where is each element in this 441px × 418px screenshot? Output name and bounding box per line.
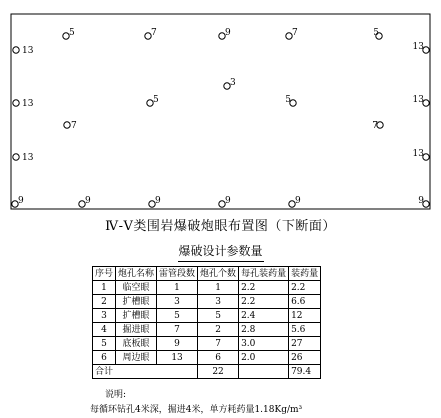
- table-header-row: [93, 267, 321, 281]
- blast-hole: [145, 28, 157, 39]
- blast-hole-delay-label: 9: [85, 196, 91, 206]
- header-hole-count: 炮孔个数: [198, 267, 239, 281]
- cell-charge-per-hole: 2.0: [239, 351, 289, 365]
- blast-hole-delay-label: 13: [22, 46, 34, 56]
- note-label: 说明:: [105, 390, 127, 400]
- blast-hole-delay-label: 13: [22, 153, 34, 163]
- cell-hole-name: 临空眼: [116, 281, 157, 295]
- blast-hole-delay-label: 9: [225, 196, 231, 206]
- table-row: [93, 337, 321, 351]
- blast-hole-delay-label: 7: [151, 28, 157, 38]
- blast-hole-delay-label: 9: [295, 196, 301, 206]
- cell-hole-name: 掘进眼: [116, 323, 157, 337]
- cell-total-charge: 12: [289, 309, 321, 323]
- header-index: 序号: [93, 267, 116, 281]
- blast-hole-delay-label: 7: [372, 121, 378, 131]
- blast-hole: [289, 196, 301, 207]
- parameter-subtitle: 爆破设计参数量: [178, 244, 263, 258]
- table-row: [93, 323, 321, 337]
- total-empty-cell: [239, 365, 289, 379]
- cell-hole-count: 5: [198, 309, 239, 323]
- cell-index: 2: [93, 295, 116, 309]
- blast-hole: [372, 121, 383, 131]
- cell-detonator-delay: 3: [157, 295, 198, 309]
- cell-detonator-delay: 13: [157, 351, 198, 365]
- blast-hole: [64, 121, 77, 131]
- blast-hole-delay-label: 13: [412, 42, 424, 52]
- blast-hole: [413, 95, 430, 106]
- cell-hole-count: 6: [198, 351, 239, 365]
- blast-hole-delay-label: 3: [230, 78, 236, 88]
- subtitle-underline: [178, 261, 264, 262]
- blast-hole: [219, 196, 231, 207]
- header-hole-name: 炮孔名称: [116, 267, 157, 281]
- cell-hole-name: 底板眼: [116, 337, 157, 351]
- cell-total-charge: 6.6: [289, 295, 321, 309]
- cell-index: 4: [93, 323, 116, 337]
- table-row: [93, 281, 321, 295]
- blast-hole: [413, 42, 430, 53]
- cell-total-charge: 2.2: [289, 281, 321, 295]
- cell-hole-name: 扩槽眼: [116, 295, 157, 309]
- blast-hole: [12, 196, 24, 207]
- table-row: [93, 309, 321, 323]
- header-total-charge: 装药量: [289, 267, 321, 281]
- total-hole-count: 22: [198, 365, 239, 379]
- blast-hole: [219, 28, 231, 39]
- header-charge-per-hole: 每孔装药量: [239, 267, 289, 281]
- table-row: [93, 351, 321, 365]
- cell-index: 6: [93, 351, 116, 365]
- diagram-title: Ⅳ-Ⅴ类围岩爆破炮眼布置图（下断面）: [105, 219, 336, 234]
- blast-hole-marker: [64, 122, 70, 128]
- cell-hole-name: 周边眼: [116, 351, 157, 365]
- blast-hole-marker: [13, 47, 19, 53]
- blast-hole-delay-label: 13: [412, 149, 424, 159]
- cell-charge-per-hole: 2.4: [239, 309, 289, 323]
- blast-hole: [418, 196, 429, 207]
- blast-hole: [79, 196, 91, 207]
- blast-hole: [13, 99, 34, 109]
- blast-hole: [13, 46, 34, 56]
- cell-hole-count: 3: [198, 295, 239, 309]
- cell-hole-count: 1: [198, 281, 239, 295]
- blast-hole: [224, 78, 236, 89]
- blast-hole-delay-label: 5: [153, 95, 159, 105]
- cell-index: 1: [93, 281, 116, 295]
- blast-hole-delay-label: 9: [225, 28, 231, 38]
- blast-hole: [286, 28, 298, 39]
- table-row: [93, 295, 321, 309]
- header-detonator-delay: 雷管段数: [157, 267, 198, 281]
- cell-total-charge: 26: [289, 351, 321, 365]
- cell-hole-count: 7: [198, 337, 239, 351]
- cell-charge-per-hole: 3.0: [239, 337, 289, 351]
- blast-hole-delay-label: 5: [373, 28, 379, 38]
- blast-hole-delay-label: 13: [22, 99, 34, 109]
- note-text: 每循环钻孔4米深，掘进4米，单方耗药量1.18Kg/m³: [90, 405, 303, 415]
- blast-hole-delay-label: 9: [155, 196, 161, 206]
- blast-hole-delay-label: 5: [69, 28, 75, 38]
- blast-hole-delay-label: 13: [412, 95, 424, 105]
- cell-total-charge: 5.6: [289, 323, 321, 337]
- tunnel-section-outline: [11, 14, 430, 209]
- cell-detonator-delay: 9: [157, 337, 198, 351]
- blast-hole: [147, 95, 159, 106]
- blast-hole-marker: [13, 154, 19, 160]
- blast-hole-delay-label: 9: [18, 196, 24, 206]
- blast-hole-marker: [13, 100, 19, 106]
- blast-hole-delay-label: 7: [292, 28, 298, 38]
- blast-hole: [413, 149, 430, 160]
- blast-hole: [13, 153, 34, 163]
- blast-hole-delay-label: 5: [285, 95, 291, 105]
- cell-hole-name: 扩槽眼: [116, 309, 157, 323]
- blast-hole: [149, 196, 161, 207]
- table-total-row: [93, 365, 321, 379]
- cell-charge-per-hole: 2.2: [239, 295, 289, 309]
- blasting-parameter-table: [92, 266, 321, 379]
- cell-charge-per-hole: 2.8: [239, 323, 289, 337]
- blast-hole: [63, 28, 75, 39]
- cell-index: 3: [93, 309, 116, 323]
- cell-detonator-delay: 5: [157, 309, 198, 323]
- cell-detonator-delay: 7: [157, 323, 198, 337]
- blast-hole-delay-label: 7: [71, 121, 77, 131]
- total-label: 合计: [93, 365, 198, 379]
- blast-hole: [285, 95, 296, 106]
- cell-detonator-delay: 1: [157, 281, 198, 295]
- total-charge: 79.4: [289, 365, 321, 379]
- cell-charge-per-hole: 2.2: [239, 281, 289, 295]
- cell-index: 5: [93, 337, 116, 351]
- cell-total-charge: 27: [289, 337, 321, 351]
- cell-hole-count: 2: [198, 323, 239, 337]
- blast-hole: [373, 28, 382, 39]
- blast-hole-delay-label: 9: [418, 196, 424, 206]
